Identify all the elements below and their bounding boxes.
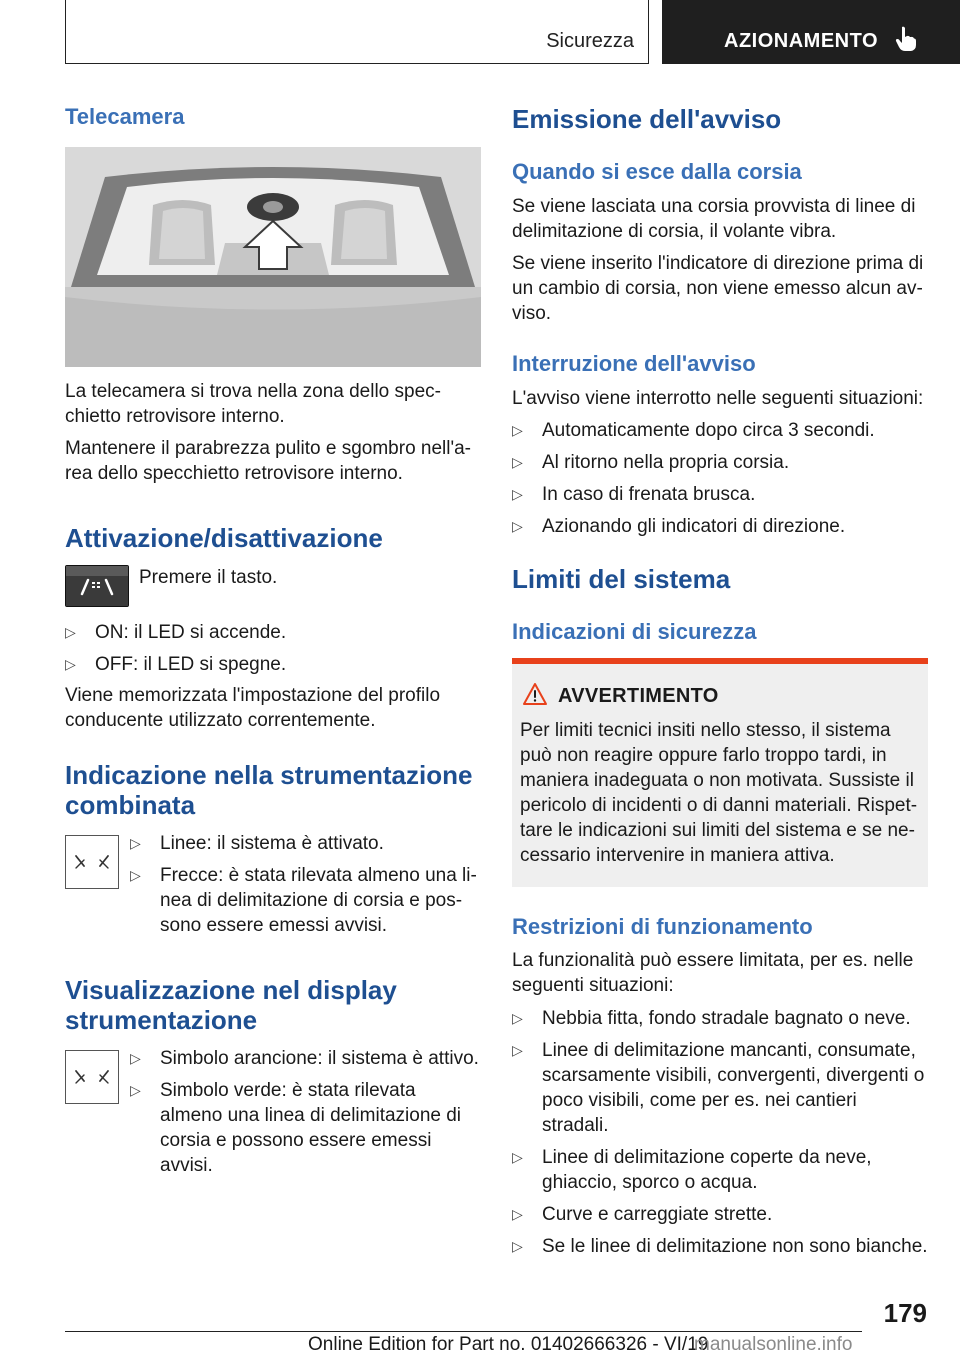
- list-item: ▷ Automaticamente dopo circa 3 secondi.: [512, 420, 875, 441]
- bullet-triangle-icon: ▷: [512, 454, 523, 470]
- heading-display: Visualizzazione nel display strumentazione: [65, 975, 397, 1035]
- section-title: Sicurezza: [546, 30, 634, 52]
- restrictions-list: [512, 1006, 928, 1266]
- warning-box: [512, 658, 928, 887]
- list-item: ▷ Se le linee di delimitazione non sono bianche.: [512, 1236, 928, 1257]
- interrupt-list: [512, 418, 928, 546]
- camera-paragraph-2: Mantenere il parabrezza pulito e sgombro nell'a-rea dello specchietto retrovisore interno.: [65, 438, 472, 484]
- interrupt-paragraph: L'avviso viene interrotto nelle seguenti situazioni:: [512, 388, 924, 409]
- list-item: ▷ Frecce: è stata rilevata almeno una li-nea di delimitazione di corsia e pos-sono essere emessi avvisi.: [130, 865, 477, 936]
- footer-rule: [65, 1331, 862, 1332]
- activation-text: Premere il tasto.: [139, 567, 278, 588]
- camera-description: [65, 379, 481, 486]
- footer-edition: Online Edition for Part no. 01402666326 - VI/19: [308, 1334, 709, 1355]
- camera-paragraph-1: La telecamera si trova nella zona dello spec-chietto retrovisore interno.: [65, 381, 441, 427]
- list-item: ▷ Curve e carreggiate strette.: [512, 1204, 773, 1225]
- header-rule-right: [648, 0, 649, 64]
- lane-symbol-display-icon: [65, 1050, 119, 1104]
- lane-symbol-cluster-icon: [65, 835, 119, 889]
- warning-bar: [512, 658, 928, 664]
- heading-restrictions: Restrizioni di funzionamento: [512, 914, 813, 939]
- list-item: ▷ Linee: il sistema è attivato.: [130, 833, 384, 854]
- bullet-triangle-icon: ▷: [512, 1010, 523, 1026]
- bullet-triangle-icon: ▷: [512, 486, 523, 502]
- header-rule-left: [65, 0, 66, 64]
- list-item: ▷ In caso di frenata brusca.: [512, 484, 756, 505]
- bullet-triangle-icon: ▷: [512, 422, 523, 438]
- lane-assist-button-icon: [65, 565, 129, 607]
- bullet-triangle-icon: ▷: [512, 1206, 523, 1222]
- heading-limits: Limiti del sistema: [512, 564, 731, 594]
- heading-interrupt: Interruzione dell'avviso: [512, 351, 756, 376]
- chapter-tab: [662, 0, 960, 64]
- bullet-triangle-icon: ▷: [512, 1149, 523, 1165]
- header-rule-bottom: [65, 63, 648, 64]
- bullet-triangle-icon: ▷: [65, 656, 76, 672]
- activation-note: Viene memorizzata l'impostazione del profilo conducente utilizzato correntemente.: [65, 685, 441, 731]
- leave-lane-text: [512, 194, 928, 326]
- heading-warning-output: Emissione dell'avviso: [512, 104, 782, 134]
- warning-title: AVVERTIMENTO: [558, 685, 719, 707]
- list-item: ▷ Simbolo arancione: il sistema è attivo.: [130, 1048, 479, 1069]
- chapter-tab-label: AZIONAMENTO: [724, 30, 879, 52]
- leave-paragraph-1: Se viene lasciata una corsia provvista di linee di delimitazione di corsia, il volante vibra.: [512, 196, 916, 242]
- heading-activation: Attivazione/disattivazione: [65, 523, 383, 553]
- list-item: ▷ Azionando gli indicatori di direzione.: [512, 516, 846, 537]
- restrictions-paragraph: La funzionalità può essere limitata, per es. nelle seguenti situazioni:: [512, 950, 914, 996]
- heading-leaving-lane: Quando si esce dalla corsia: [512, 159, 802, 184]
- bullet-triangle-icon: ▷: [512, 1238, 523, 1254]
- footer-watermark: manualsonline.info: [694, 1334, 853, 1355]
- list-item: ▷ Simbolo verde: è stata rilevata almeno una linea di delimitazione di corsia e possono essere emessi avvisi.: [130, 1080, 462, 1176]
- activation-list: [65, 620, 481, 684]
- warning-triangle-icon: [522, 682, 548, 711]
- list-item: ▷ OFF: il LED si spegne.: [65, 654, 287, 675]
- bullet-triangle-icon: ▷: [512, 1042, 523, 1058]
- heading-safety: Indicazioni di sicurezza: [512, 619, 757, 644]
- pointing-hand-icon: [895, 26, 917, 57]
- warning-text: Per limiti tecnici insiti nello stesso, il sistema può non reagire oppure farlo troppo tardi, in maniera inadeguata o non motivata. Sussiste il pericolo di incidenti o di danni materiali. Rispet-tare le indicazioni sui limiti del sistema e se ne-cessario intervenire in maniera attiva.: [520, 720, 918, 866]
- heading-camera: Telecamera: [65, 104, 185, 129]
- bullet-triangle-icon: ▷: [130, 1082, 141, 1098]
- display-list: [130, 1046, 481, 1185]
- bullet-triangle-icon: ▷: [512, 518, 523, 534]
- cluster-list: [130, 831, 481, 945]
- heading-cluster: Indicazione nella strumentazione combinata: [65, 760, 473, 820]
- bullet-triangle-icon: ▷: [65, 624, 76, 640]
- page-number: 179: [883, 1298, 927, 1328]
- list-item: ▷ ON: il LED si accende.: [65, 622, 287, 643]
- bullet-triangle-icon: ▷: [130, 1050, 141, 1066]
- bullet-triangle-icon: ▷: [130, 867, 141, 883]
- list-item: ▷ Linee di delimitazione coperte da neve, ghiaccio, sporco o acqua.: [512, 1147, 872, 1193]
- bullet-triangle-icon: ▷: [130, 835, 141, 851]
- camera-illustration: [65, 147, 481, 367]
- list-item: ▷ Linee di delimitazione mancanti, consumate, scarsamente visibili, convergenti, divergenti o poco visibili, come per es. nei cantieri stradali.: [512, 1040, 925, 1136]
- list-item: ▷ Nebbia fitta, fondo stradale bagnato o neve.: [512, 1008, 911, 1029]
- leave-paragraph-2: Se viene inserito l'indicatore di direzione prima di un cambio di corsia, non viene emesso alcun av-viso.: [512, 253, 924, 324]
- list-item: ▷ Al ritorno nella propria corsia.: [512, 452, 790, 473]
